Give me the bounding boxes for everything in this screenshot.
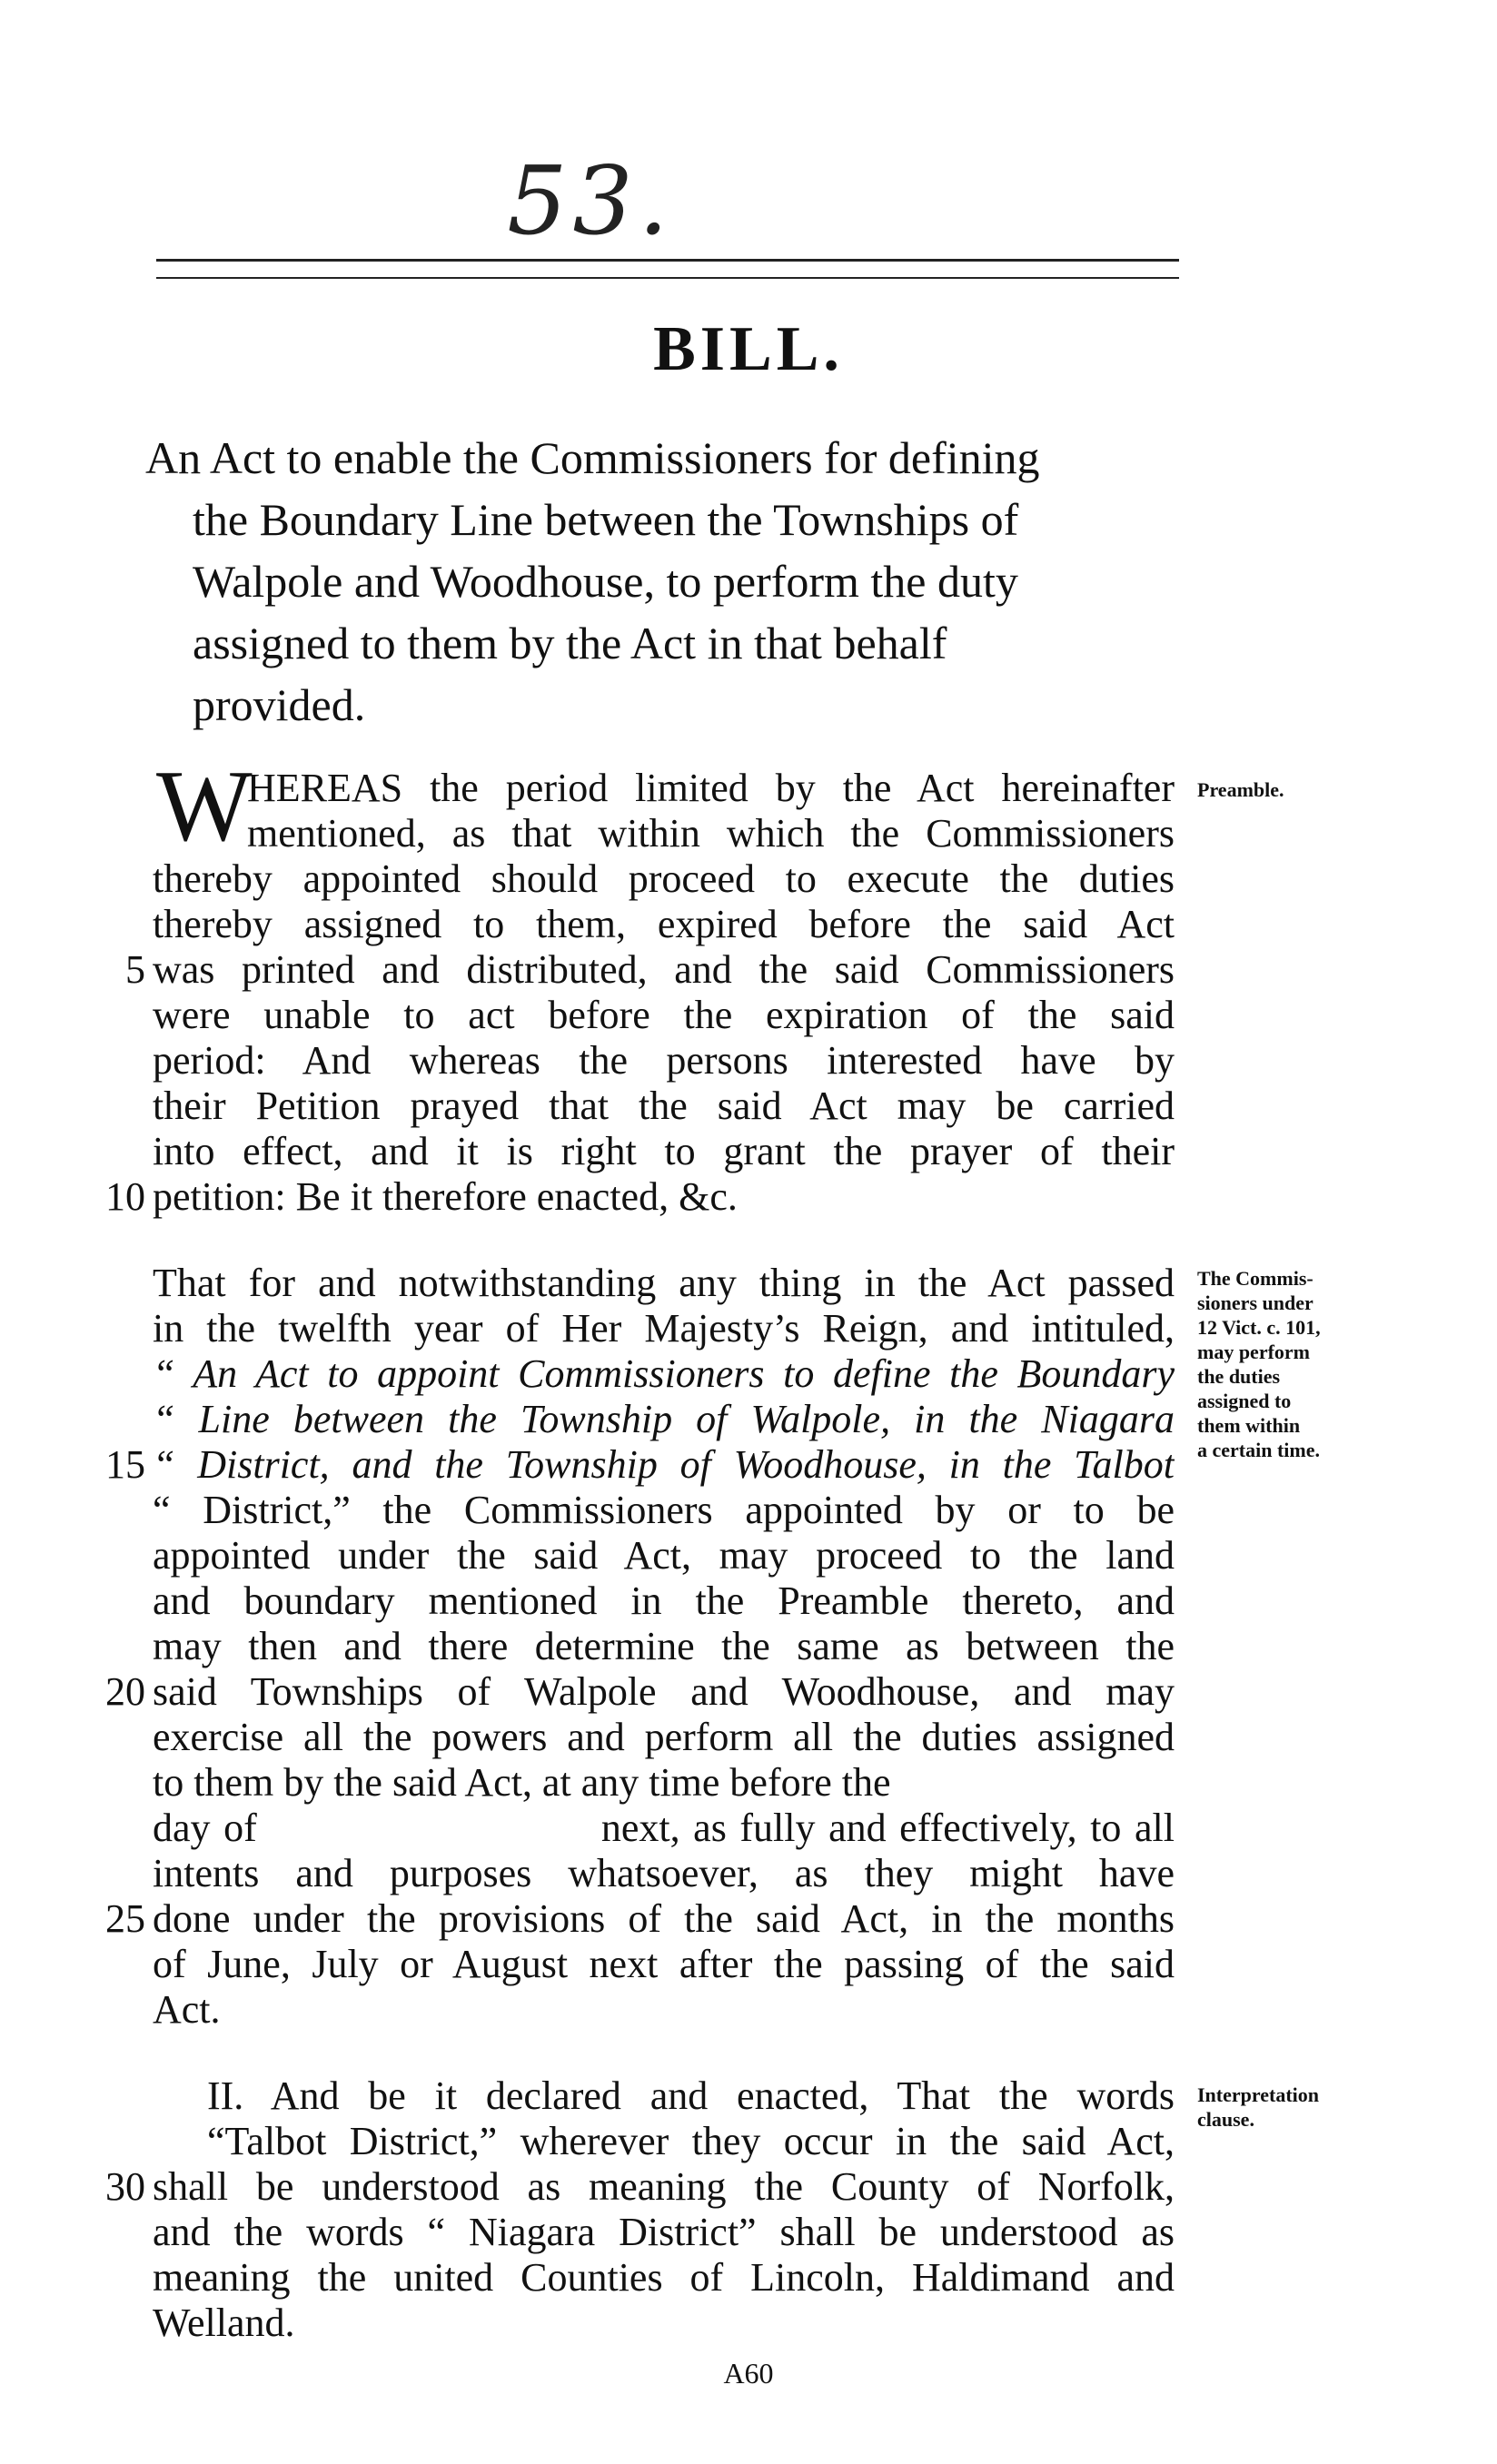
- section1-line: of June, July or August next after the passing of the said: [153, 1942, 1175, 1986]
- section1-line: intents and purposes whatsoever, as they might have: [153, 1851, 1175, 1895]
- section1-line: and boundary mentioned in the Preamble thereto, and: [153, 1578, 1175, 1623]
- margin-note-line: Interpretation: [1197, 2083, 1320, 2106]
- section1-line: to them by the said Act, at any time before the: [153, 1760, 891, 1805]
- section1-line: “ An Act to appoint Commissioners to define the Boundary: [153, 1351, 1175, 1396]
- section2-line: and the words “ Niagara District” shall be understood as: [153, 2210, 1175, 2254]
- section2-line: II. And be it declared and enacted, That the words: [207, 2073, 1175, 2118]
- margin-note-line: assigned to: [1197, 1390, 1292, 1412]
- margin-note-line: a certain time.: [1197, 1439, 1320, 1461]
- section2-line: shall be understood as meaning the County of Norfolk,: [153, 2164, 1175, 2209]
- margin-note-preamble: Preamble.: [1197, 778, 1284, 801]
- section2-line: “Talbot District,” wherever they occur in the said Act,: [207, 2119, 1175, 2163]
- section1-line: exercise all the powers and perform all the duties assigned: [153, 1715, 1175, 1759]
- section1-line: appointed under the said Act, may proceed to the land: [153, 1533, 1175, 1578]
- section1-line: said Townships of Walpole and Woodhouse, and may: [153, 1669, 1175, 1714]
- margin-note-section1: [1197, 1266, 1415, 1462]
- margin-note-line: may perform: [1197, 1341, 1311, 1363]
- preamble-line: their Petition prayed that the said Act may be carried: [153, 1084, 1175, 1128]
- top-rule: [156, 259, 1179, 262]
- top-rule-thin: [156, 277, 1179, 279]
- preamble-line: into effect, and it is right to grant the prayer of their: [153, 1129, 1175, 1173]
- act-title-line: provided.: [193, 679, 366, 730]
- preamble-line: period: And whereas the persons interested have by: [153, 1038, 1175, 1083]
- preamble-line: was printed and distributed, and the said Commissioners: [153, 947, 1175, 992]
- margin-note-section2: [1197, 2083, 1415, 2132]
- preamble-line: mentioned, as that within which the Commissioners: [247, 811, 1175, 856]
- act-title: [145, 427, 1199, 736]
- preamble-dropcap: W: [156, 750, 253, 863]
- margin-note-line: the duties: [1197, 1365, 1281, 1388]
- line-number: 20: [105, 1669, 145, 1714]
- line-number: 10: [105, 1174, 145, 1219]
- preamble-line: thereby appointed should proceed to execute the duties: [153, 856, 1175, 901]
- act-title-line: An Act to enable the Commissioners for defining: [145, 432, 1040, 483]
- bill-title: BILL.: [653, 314, 844, 384]
- line-number: 5: [125, 947, 145, 992]
- margin-note-line: clause.: [1197, 2108, 1254, 2131]
- act-title-line: assigned to them by the Act in that behalf: [193, 618, 947, 668]
- preamble-line: were unable to act before the expiration of the said: [153, 993, 1175, 1037]
- section1-line: That for and notwithstanding any thing in the Act passed: [153, 1261, 1175, 1305]
- line-number: 15: [105, 1442, 145, 1487]
- folio-signature: A60: [723, 2357, 774, 2390]
- line-number: 30: [105, 2164, 145, 2209]
- margin-note-line: them within: [1197, 1414, 1301, 1437]
- line-number: 25: [105, 1896, 145, 1941]
- section1-line: done under the provisions of the said Act, in the months: [153, 1896, 1175, 1941]
- act-title-line: Walpole and Woodhouse, to perform the duty: [193, 556, 1018, 607]
- section1-line: in the twelfth year of Her Majesty’s Reign, and intituled,: [153, 1306, 1175, 1351]
- section1-line: “ Line between the Township of Walpole, in the Niagara: [153, 1397, 1175, 1441]
- section2-line: Welland.: [153, 2301, 295, 2345]
- section1-line: may then and there determine the same as between the: [153, 1624, 1175, 1668]
- preamble-line: thereby assigned to them, expired before the said Act: [153, 902, 1175, 946]
- section1-line: Act.: [153, 1987, 221, 2032]
- act-title-line: the Boundary Line between the Townships of: [193, 494, 1019, 545]
- handwritten-page-number: 53.: [507, 145, 674, 256]
- section2-line: meaning the united Counties of Lincoln, Haldimand and: [153, 2255, 1175, 2300]
- margin-note-line: sioners under: [1197, 1291, 1314, 1314]
- preamble-line: HEREAS the period limited by the Act hereinafter: [247, 766, 1175, 810]
- section1-line: day of next, as fully and effectively, to all: [153, 1806, 1175, 1850]
- margin-note-line: The Commis-: [1197, 1267, 1314, 1290]
- preamble-line: petition: Be it therefore enacted, &c.: [153, 1174, 738, 1219]
- margin-note-line: 12 Vict. c. 101,: [1197, 1316, 1321, 1339]
- section1-line: “ District, and the Township of Woodhouse, in the Talbot: [153, 1442, 1175, 1487]
- section1-line: “ District,” the Commissioners appointed by or to be: [153, 1488, 1175, 1532]
